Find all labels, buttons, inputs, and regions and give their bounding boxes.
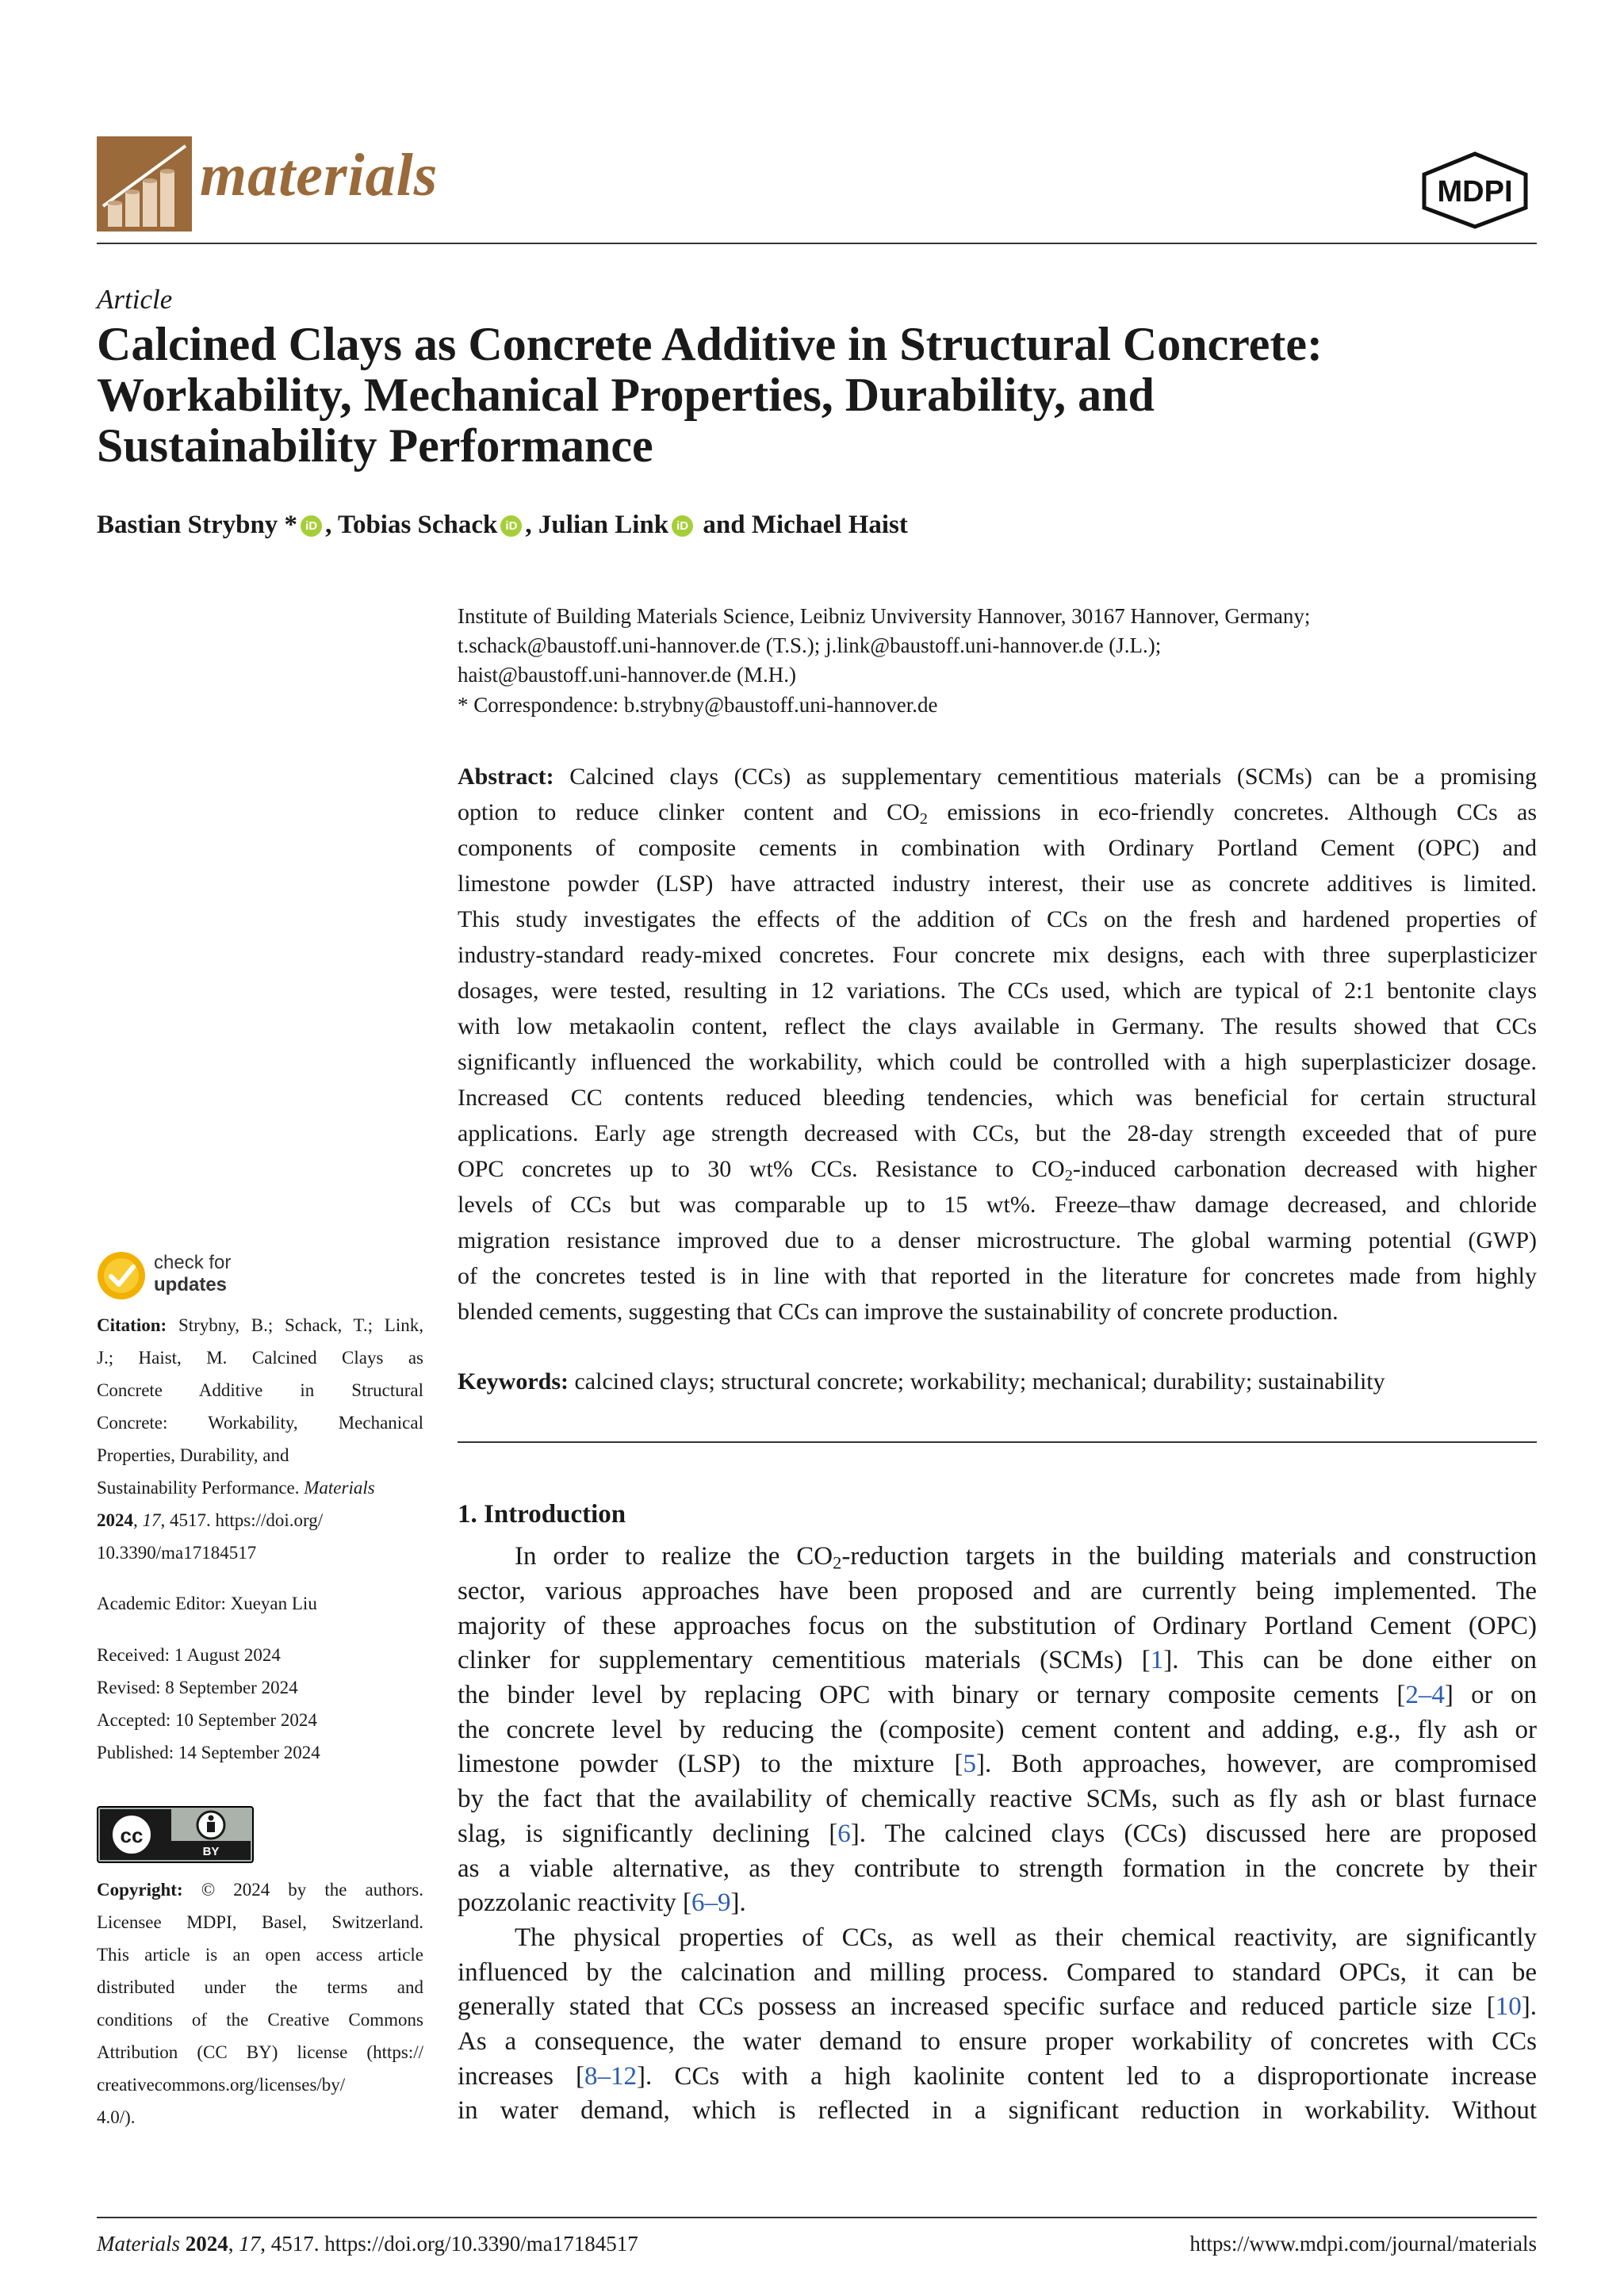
svg-text:cc: cc <box>120 1823 144 1847</box>
title-line: Calcined Clays as Concrete Additive in Structural Concrete: <box>97 318 1323 370</box>
affiliation-email-line[interactable]: haist@baustoff.uni-hannover.de (M.H.) <box>458 663 797 687</box>
body-line: clinker for supplementary cementitious materials (SCMs) [1]. This can be done either on <box>458 1646 1537 1674</box>
accepted-date: Accepted: 10 September 2024 <box>97 1710 317 1730</box>
article-title <box>97 319 1537 471</box>
abstract-line: This study investigates the effects of the addition of CCs on the fresh and hardened properties of <box>458 906 1537 932</box>
citation-line: Citation: Strybny, B.; Schack, T.; Link, <box>97 1315 423 1335</box>
author-name[interactable]: , Julian Link <box>525 511 669 539</box>
citation-line: Properties, Durability, and <box>97 1445 289 1465</box>
affiliation-line: Institute of Building Materials Science, Leibniz Unviversity Hannover, 30167 Hannover, Germany; <box>458 604 1311 628</box>
keywords-text: calcined clays; structural concrete; workability; mechanical; durability; sustainability <box>574 1368 1385 1395</box>
orcid-icon[interactable]: iD <box>672 515 693 537</box>
copyright-line: This article is an open access article <box>97 1945 423 1965</box>
citation-line: J.; Haist, M. Calcined Clays as <box>97 1348 423 1368</box>
body-line: In order to realize the $CO_2$-reduction targets in the building materials and construction <box>515 1542 1537 1573</box>
abstract-line: limestone powder (LSP) have attracted industry interest, their use as concrete additives is limited. <box>458 871 1537 897</box>
abstract-line: OPC concretes up to 30 wt% CCs. Resistance to $CO_2$-induced carbonation decreased with higher <box>458 1156 1537 1185</box>
abstract-line: blended cements, suggesting that CCs can improve the sustainability of concrete production. <box>458 1299 1339 1325</box>
citation-link[interactable]: 6–9 <box>691 1888 731 1917</box>
received-date: Received: 1 August 2024 <box>97 1645 281 1665</box>
copyright-license-link[interactable]: Attribution (CC BY) license (https:// <box>97 2042 423 2062</box>
abstract-line: option to reduce clinker content and $CO_2$ emissions in eco-friendly concretes. Although CCs as <box>458 799 1537 828</box>
citation-label: Citation: <box>97 1315 167 1335</box>
citation-link[interactable]: 8–12 <box>584 2062 638 2091</box>
footer-citation[interactable]: Materials 2024, 17, 4517. https://doi.org/10.3390/ma17184517 <box>97 2232 638 2256</box>
updates-label: updates <box>154 1274 228 1295</box>
abstract-line: significantly influenced the workability, which could be controlled with a high superplasticizer dosage. <box>458 1049 1537 1075</box>
title-line: Workability, Mechanical Properties, Durability, and <box>97 369 1155 421</box>
article-type: Article <box>97 284 173 315</box>
citation-doi-line[interactable]: 2024, 17, 4517. https://doi.org/ <box>97 1510 324 1530</box>
journal-name: materials <box>200 142 439 209</box>
citation-doi-line[interactable]: 10.3390/ma17184517 <box>97 1543 257 1563</box>
orcid-icon[interactable]: iD <box>301 515 322 537</box>
author-name[interactable]: and Michael Haist <box>696 511 908 539</box>
published-date: Published: 14 September 2024 <box>97 1743 320 1762</box>
copyright-line: Copyright: © 2024 by the authors. <box>97 1880 423 1900</box>
author-name[interactable]: , Tobias Schack <box>325 511 498 539</box>
body-line: generally stated that CCs possess an increased specific surface and reduced particle size [10]. <box>458 1992 1537 2021</box>
abstract-line: migration resistance improved due to a denser microstructure. The global warming potential (GWP) <box>458 1227 1537 1253</box>
copyright-label: Copyright: <box>97 1880 183 1900</box>
title-line: Sustainability Performance <box>97 419 653 472</box>
author-name[interactable]: Bastian Strybny * <box>97 511 298 539</box>
abstract-line: industry-standard ready-mixed concretes. Four concrete mix designs, each with three superplasticizer <box>458 942 1537 968</box>
abstract-line: of the concretes tested is in line with that reported in the literature for concretes made from highly <box>458 1263 1537 1289</box>
citation-link[interactable]: 10 <box>1495 1992 1522 2021</box>
footer-rule <box>97 2217 1537 2218</box>
body-line: as a viable alternative, as they contribute to strength formation in the concrete by their <box>458 1854 1537 1883</box>
body-line: majority of these approaches focus on the substitution of Ordinary Portland Cement (OPC) <box>458 1612 1537 1640</box>
body-line: in water demand, which is reflected in a significant reduction in workability. Without <box>458 2096 1537 2125</box>
section-heading: 1. Introduction <box>458 1500 626 1529</box>
journal-logo-icon <box>97 136 192 232</box>
citation-line: Concrete Additive in Structural <box>97 1380 423 1400</box>
correspondence-line[interactable]: * Correspondence: b.strybny@baustoff.uni-hannover.de <box>458 693 938 717</box>
header-rule <box>97 243 1537 244</box>
keywords-label: Keywords: <box>458 1368 569 1395</box>
copyright-license-link[interactable]: 4.0/). <box>97 2107 136 2127</box>
citation-link[interactable]: 2–4 <box>1405 1681 1445 1709</box>
revised-date: Revised: 8 September 2024 <box>97 1678 298 1697</box>
citation-line: Sustainability Performance. Materials <box>97 1478 375 1498</box>
orcid-icon[interactable]: iD <box>500 515 522 537</box>
publisher-name: MDPI <box>1437 175 1513 209</box>
footer-journal-url[interactable]: https://www.mdpi.com/journal/materials <box>1189 2232 1537 2256</box>
body-line: the concrete level by reducing the (composite) cement content and adding, e.g., fly ash or <box>458 1716 1537 1744</box>
copyright-line: distributed under the terms and <box>97 1977 423 1997</box>
citation-line: Concrete: Workability, Mechanical <box>97 1413 423 1433</box>
abstract-line: Increased CC contents reduced bleeding tendencies, which was beneficial for certain structural <box>458 1085 1537 1111</box>
mdpi-logo-icon <box>1418 151 1532 230</box>
body-line: The physical properties of CCs, as well as their chemical reactivity, are significantly <box>515 1923 1537 1952</box>
check-updates-icon <box>97 1251 146 1300</box>
body-line: increases [8–12]. CCs with a high kaolinite content led to a disproportionate increase <box>458 2062 1538 2091</box>
author-list <box>97 511 908 540</box>
abstract-line: applications. Early age strength decreased with CCs, but the 28-day strength exceeded that of pure <box>458 1120 1537 1146</box>
citation-link[interactable]: 1 <box>1150 1646 1164 1674</box>
body-line: influenced by the calcination and milling process. Compared to standard OPCs, it can be <box>458 1958 1537 1987</box>
academic-editor: Academic Editor: Xueyan Liu <box>97 1594 317 1613</box>
citation-link[interactable]: 5 <box>963 1750 976 1778</box>
body-line: As a consequence, the water demand to ensure proper workability of concretes with CCs <box>458 2027 1537 2056</box>
body-line: by the fact that the availability of chemically reactive SCMs, such as fly ash or blast furnace <box>458 1785 1537 1813</box>
check-for-updates-badge[interactable] <box>97 1251 295 1300</box>
abstract-rule <box>458 1441 1537 1443</box>
body-line: slag, is significantly declining [6]. The calcined clays (CCs) discussed here are proposed <box>458 1820 1537 1848</box>
body-line: limestone powder (LSP) to the mixture [5]. Both approaches, however, are compromised <box>458 1750 1537 1778</box>
affiliation-email-line[interactable]: t.schack@baustoff.uni-hannover.de (T.S.); j.link@baustoff.uni-hannover.de (J.L.); <box>458 633 1162 657</box>
copyright-line: conditions of the Creative Commons <box>97 2010 423 2030</box>
body-line: pozzolanic reactivity [6–9]. <box>458 1888 746 1917</box>
check-for-label: check for <box>154 1252 232 1273</box>
abstract-line: components of composite cements in combination with Ordinary Portland Cement (OPC) and <box>458 835 1537 861</box>
copyright-license-link[interactable]: creativecommons.org/licenses/by/ <box>97 2075 346 2095</box>
body-line: the binder level by replacing OPC with binary or ternary composite cements [2–4] or on <box>458 1681 1538 1709</box>
keywords-line <box>458 1364 1537 1399</box>
citation-link[interactable]: 6 <box>837 1820 851 1848</box>
abstract-line: Abstract: Calcined clays (CCs) as supplementary cementitious materials (SCMs) can be a promising <box>458 763 1537 790</box>
body-line: sector, various approaches have been proposed and are currently being implemented. The <box>458 1577 1537 1605</box>
abstract-line: levels of CCs but was comparable up to 15 wt%. Freeze–thaw damage decreased, and chloride <box>458 1192 1537 1218</box>
abstract-label: Abstract: <box>458 763 554 790</box>
copyright-line: Licensee MDPI, Basel, Switzerland. <box>97 1912 423 1932</box>
abstract-line: dosages, were tested, resulting in 12 variations. The CCs used, which are typical of 2:1 bentonite clays <box>458 978 1537 1004</box>
abstract-line: with low metakaolin content, reflect the clays available in Germany. The results showed that CCs <box>458 1013 1537 1039</box>
cc-by-label: BY <box>202 1845 220 1858</box>
cc-by-license-icon[interactable] <box>97 1806 254 1863</box>
